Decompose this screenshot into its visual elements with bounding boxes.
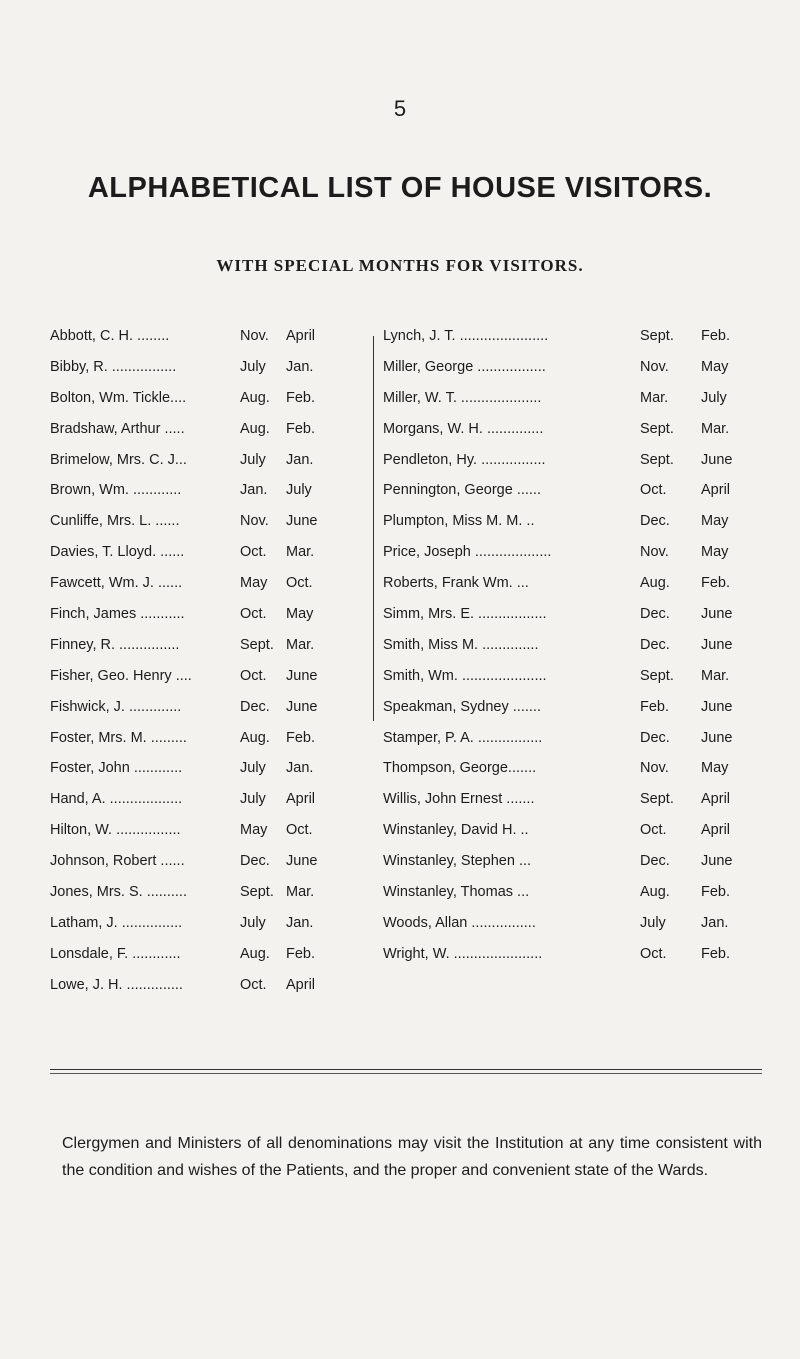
visitor-month-1: May <box>240 822 268 839</box>
visitor-row <box>50 544 368 575</box>
visitor-name: Smith, Wm. ..................... <box>383 667 547 684</box>
visitor-name: Foster, Mrs. M. ......... <box>50 729 187 746</box>
visitor-row <box>383 884 760 915</box>
visitor-row <box>50 977 368 1008</box>
visitor-month-2: Feb. <box>701 945 731 962</box>
visitor-name: Smith, Miss M. .............. <box>383 636 539 653</box>
visiting-note: Clergymen and Ministers of all denominations may visit the Institution at any time consistent with the condition and wishes of the Patients, and the proper and convenient state of the Wards. <box>62 1135 762 1179</box>
visitor-month-1: Oct. <box>640 945 667 962</box>
visitor-month-1: Jan. <box>240 482 268 499</box>
visitor-month-2: June <box>286 698 318 715</box>
visitor-row <box>50 668 368 699</box>
visitor-month-1: Dec. <box>240 853 270 870</box>
visitor-row <box>50 328 368 359</box>
visitor-month-1: Nov. <box>640 358 669 375</box>
visitor-name: Willis, John Ernest ....... <box>383 791 535 808</box>
visitor-month-1: Dec. <box>640 606 670 623</box>
visitor-row <box>383 390 760 421</box>
visitor-month-2: Jan. <box>701 914 729 931</box>
visitor-row <box>50 421 368 452</box>
visitor-row <box>50 946 368 977</box>
visitor-month-1: Feb. <box>640 698 670 715</box>
visitor-row <box>383 328 760 359</box>
visitor-month-2: Feb. <box>286 729 316 746</box>
visitor-name: Hand, A. .................. <box>50 791 183 808</box>
visitor-month-2: Jan. <box>286 914 314 931</box>
visitor-month-2: Oct. <box>286 822 313 839</box>
visitor-name: Miller, George ................. <box>383 358 546 375</box>
visitor-month-2: June <box>286 513 318 530</box>
visitor-name: Brown, Wm. ............ <box>50 482 182 499</box>
visitor-month-1: Oct. <box>640 822 667 839</box>
visitor-month-2: June <box>286 853 318 870</box>
visitor-name: Fawcett, Wm. J. ...... <box>50 575 183 592</box>
visitor-month-1: Aug. <box>240 389 270 406</box>
visitor-row <box>383 637 760 668</box>
bottom-rule-thin <box>50 1073 762 1074</box>
visitor-name: Lonsdale, F. ............ <box>50 945 181 962</box>
visitor-row <box>383 730 760 761</box>
visitor-month-1: Dec. <box>640 636 670 653</box>
visitor-month-1: Oct. <box>640 482 667 499</box>
visitor-row <box>383 915 760 946</box>
visitor-name: Davies, T. Lloyd. ...... <box>50 544 185 561</box>
column-divider <box>373 336 374 721</box>
visitor-month-2: Feb. <box>286 945 316 962</box>
visitor-month-2: Feb. <box>286 389 316 406</box>
visitor-name: Miller, W. T. .................... <box>383 389 542 406</box>
visitor-row <box>383 421 760 452</box>
visitor-month-2: May <box>701 358 729 375</box>
page-title: ALPHABETICAL LIST OF HOUSE VISITORS. <box>87 172 713 204</box>
visitor-month-1: Dec. <box>640 513 670 530</box>
visitor-month-1: Aug. <box>240 420 270 437</box>
visitor-name: Brimelow, Mrs. C. J... <box>50 451 187 468</box>
visitor-row <box>383 699 760 730</box>
visitor-month-1: Nov. <box>640 544 669 561</box>
visitor-month-2: Feb. <box>701 328 731 344</box>
visitor-month-2: July <box>286 482 312 499</box>
visitor-row <box>383 452 760 483</box>
visitor-name: Roberts, Frank Wm. ... <box>383 575 529 592</box>
visitor-month-2: April <box>286 976 316 993</box>
visitor-row <box>383 482 760 513</box>
visitor-name: Speakman, Sydney ....... <box>383 698 541 715</box>
visitor-row <box>50 730 368 761</box>
right-column <box>383 328 760 977</box>
visitor-row <box>383 575 760 606</box>
visitor-month-2: May <box>701 544 729 561</box>
visitor-month-1: July <box>240 914 266 931</box>
visitor-month-2: April <box>286 328 316 344</box>
visitor-month-1: July <box>240 358 266 375</box>
visitor-name: Cunliffe, Mrs. L. ...... <box>50 513 180 530</box>
visitor-row <box>50 822 368 853</box>
visitor-row <box>50 853 368 884</box>
visitor-name: Winstanley, Stephen ... <box>383 853 532 870</box>
visitor-month-1: Nov. <box>240 513 269 530</box>
visitor-month-2: Feb. <box>286 420 316 437</box>
visitor-month-1: July <box>240 791 266 808</box>
visitor-month-2: Mar. <box>286 884 315 901</box>
visitor-row <box>50 359 368 390</box>
visitor-month-1: Sept. <box>640 791 674 808</box>
visitor-month-2: April <box>701 482 731 499</box>
visitor-month-2: Mar. <box>286 544 315 561</box>
visitor-month-1: Oct. <box>240 544 267 561</box>
visitor-month-1: Oct. <box>240 976 267 993</box>
visitor-name: Fisher, Geo. Henry .... <box>50 667 192 684</box>
visitor-name: Winstanley, Thomas ... <box>383 884 530 901</box>
visitor-month-1: Nov. <box>640 760 669 777</box>
visitor-month-1: Sept. <box>640 451 674 468</box>
visitor-month-1: Aug. <box>240 945 270 962</box>
visitor-name: Bolton, Wm. Tickle.... <box>50 389 187 406</box>
visitor-month-1: Dec. <box>240 698 270 715</box>
visitor-name: Woods, Allan ................ <box>383 914 536 931</box>
visitor-month-1: Sept. <box>640 667 674 684</box>
visitor-row <box>50 637 368 668</box>
visitor-month-2: May <box>701 760 729 777</box>
visitor-month-1: Sept. <box>240 636 274 653</box>
visitor-month-2: Jan. <box>286 760 314 777</box>
visitor-name: Bradshaw, Arthur ..... <box>50 420 185 437</box>
visitor-row <box>50 452 368 483</box>
visitor-name: Winstanley, David H. .. <box>383 822 529 839</box>
visitor-name: Fishwick, J. ............. <box>50 698 182 715</box>
visitor-row <box>383 946 760 977</box>
visitor-month-1: Sept. <box>640 420 674 437</box>
visitor-name: Lowe, J. H. .............. <box>50 976 183 993</box>
visitor-month-1: May <box>240 575 268 592</box>
visitor-name: Abbott, C. H. ........ <box>50 328 170 344</box>
visitor-name: Bibby, R. ................ <box>50 358 177 375</box>
visitor-month-2: Jan. <box>286 358 314 375</box>
visitor-name: Finney, R. ............... <box>50 636 180 653</box>
visitor-month-2: April <box>701 791 731 808</box>
visitor-month-2: Mar. <box>701 667 730 684</box>
visitor-row <box>383 791 760 822</box>
visitor-month-1: Aug. <box>240 729 270 746</box>
visitor-month-1: Oct. <box>240 606 267 623</box>
visitor-row <box>50 884 368 915</box>
visitor-row <box>50 575 368 606</box>
visitor-row <box>50 390 368 421</box>
bottom-rule <box>50 1069 762 1070</box>
visitor-row <box>50 606 368 637</box>
visitor-month-2: May <box>286 606 314 623</box>
visitor-row <box>383 606 760 637</box>
visitor-row <box>50 513 368 544</box>
visitor-month-2: Mar. <box>701 420 730 437</box>
visitor-name: Lynch, J. T. ...................... <box>383 328 549 344</box>
visitor-name: Pennington, George ...... <box>383 482 541 499</box>
visitor-month-2: Oct. <box>286 575 313 592</box>
left-column <box>50 328 368 1008</box>
visitor-row <box>50 699 368 730</box>
visitor-month-2: June <box>701 636 733 653</box>
visitor-month-2: May <box>701 513 729 530</box>
visitor-row <box>50 760 368 791</box>
visitor-month-2: June <box>286 667 318 684</box>
visitor-name: Latham, J. ............... <box>50 914 183 931</box>
visitor-month-2: June <box>701 729 733 746</box>
visitor-row <box>50 915 368 946</box>
visitor-name: Thompson, George....... <box>383 760 537 777</box>
visitor-month-1: Sept. <box>640 328 674 344</box>
visitor-month-2: June <box>701 606 733 623</box>
visitor-name: Stamper, P. A. ................ <box>383 729 543 746</box>
visitor-month-1: Mar. <box>640 389 669 406</box>
visitor-month-1: Aug. <box>640 884 670 901</box>
visitor-name: Finch, James ........... <box>50 606 185 623</box>
visitor-name: Wright, W. ...................... <box>383 945 543 962</box>
visitor-month-2: Mar. <box>286 636 315 653</box>
visitor-row <box>383 760 760 791</box>
visitor-month-2: Feb. <box>701 884 731 901</box>
visitor-name: Plumpton, Miss M. M. .. <box>383 513 535 530</box>
page-subtitle: WITH SPECIAL MONTHS FOR VISITORS. <box>216 256 584 275</box>
visitor-month-2: Jan. <box>286 451 314 468</box>
visitor-month-2: July <box>701 389 727 406</box>
visitor-name: Pendleton, Hy. ................ <box>383 451 546 468</box>
visitor-name: Price, Joseph ................... <box>383 544 552 561</box>
visitor-row <box>383 822 760 853</box>
visitor-row <box>383 853 760 884</box>
visitor-month-1: Oct. <box>240 667 267 684</box>
visitor-month-2: June <box>701 451 733 468</box>
visitor-month-1: Nov. <box>240 328 269 344</box>
visitor-row <box>50 482 368 513</box>
visitor-name: Johnson, Robert ...... <box>50 853 185 870</box>
page-number: 5 <box>393 96 407 121</box>
visitor-name: Foster, John ............ <box>50 760 183 777</box>
visitor-row <box>383 513 760 544</box>
visitor-month-1: July <box>240 451 266 468</box>
visitor-row <box>383 359 760 390</box>
visitor-name: Jones, Mrs. S. .......... <box>50 884 187 901</box>
visitor-month-1: Dec. <box>640 853 670 870</box>
visitor-month-1: July <box>240 760 266 777</box>
visitor-name: Morgans, W. H. .............. <box>383 420 544 437</box>
visitor-month-2: April <box>701 822 731 839</box>
visitor-month-2: June <box>701 698 733 715</box>
visitor-row <box>383 544 760 575</box>
visitor-row <box>383 668 760 699</box>
visitor-month-2: June <box>701 853 733 870</box>
visitor-month-2: Feb. <box>701 575 731 592</box>
visitor-month-1: Aug. <box>640 575 670 592</box>
visitor-name: Hilton, W. ................ <box>50 822 181 839</box>
visitor-name: Simm, Mrs. E. ................. <box>383 606 547 623</box>
visitor-month-1: Dec. <box>640 729 670 746</box>
visitor-month-1: Sept. <box>240 884 274 901</box>
visitor-month-1: July <box>640 914 666 931</box>
visitor-row <box>50 791 368 822</box>
visitor-month-2: April <box>286 791 316 808</box>
